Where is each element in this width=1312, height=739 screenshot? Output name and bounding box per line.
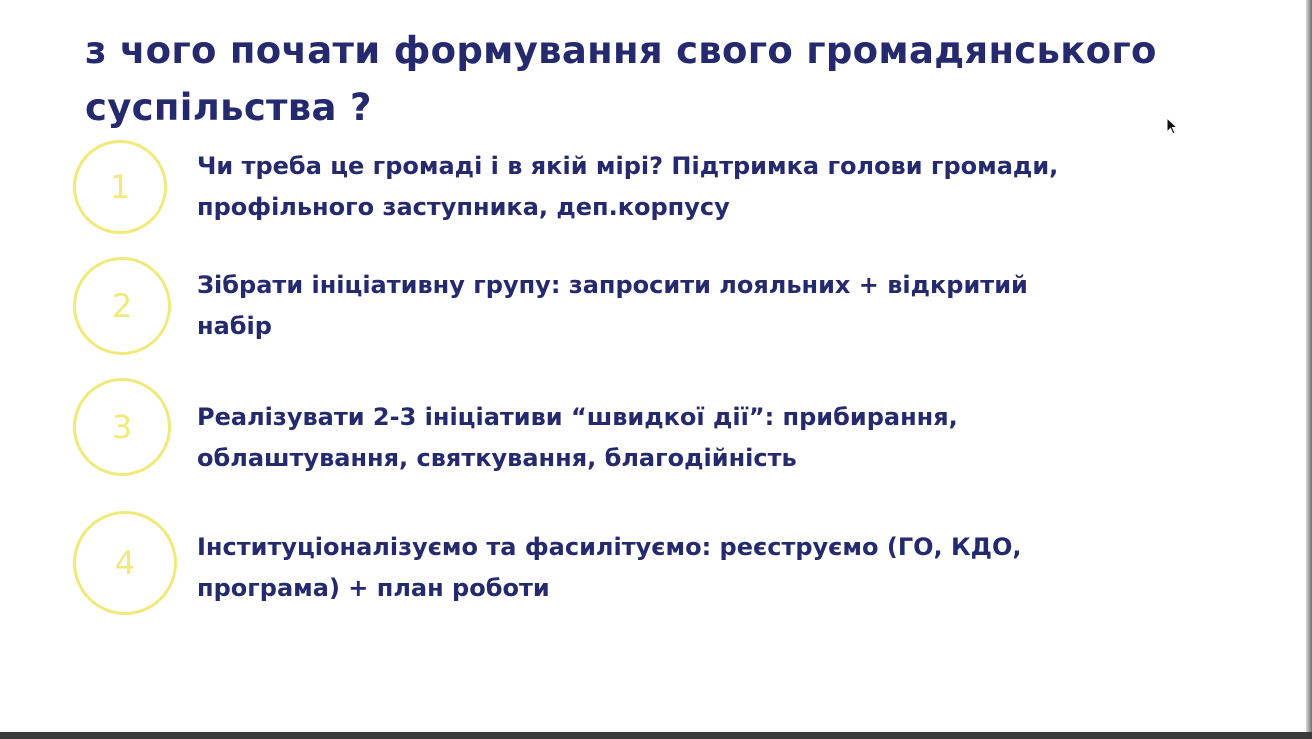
- step-number-circle: [73, 378, 171, 476]
- step-text: Зібрати ініціативну групу: запросити лояльних + відкритий набір: [197, 271, 1028, 340]
- step-number: 4: [114, 544, 136, 582]
- slide-title: з чого почати формування свого громадянського суспільства ?: [85, 29, 1157, 129]
- step-number-circle: [73, 140, 167, 234]
- step-number-circle: [73, 511, 177, 615]
- step-number: 3: [111, 408, 133, 446]
- step-text: Чи треба це громаді і в якій мірі? Підтримка голови громади, профільного заступника, деп.корпусу: [197, 152, 1059, 221]
- window-bottom-edge: [0, 732, 1312, 739]
- step-number-circle: [73, 257, 171, 355]
- step-number: 2: [111, 287, 133, 325]
- step-text: Реалізувати 2-3 ініціативи “швидкої дії”: прибирання, облаштування, святкування, благодійність: [197, 403, 958, 472]
- window-right-edge: [1306, 0, 1312, 739]
- mouse-pointer-icon: [1166, 117, 1178, 135]
- step-text: Інституціоналізуємо та фасилітуємо: реєструємо (ГО, КДО, програма) + план роботи: [197, 533, 1022, 602]
- step-number: 1: [109, 168, 131, 206]
